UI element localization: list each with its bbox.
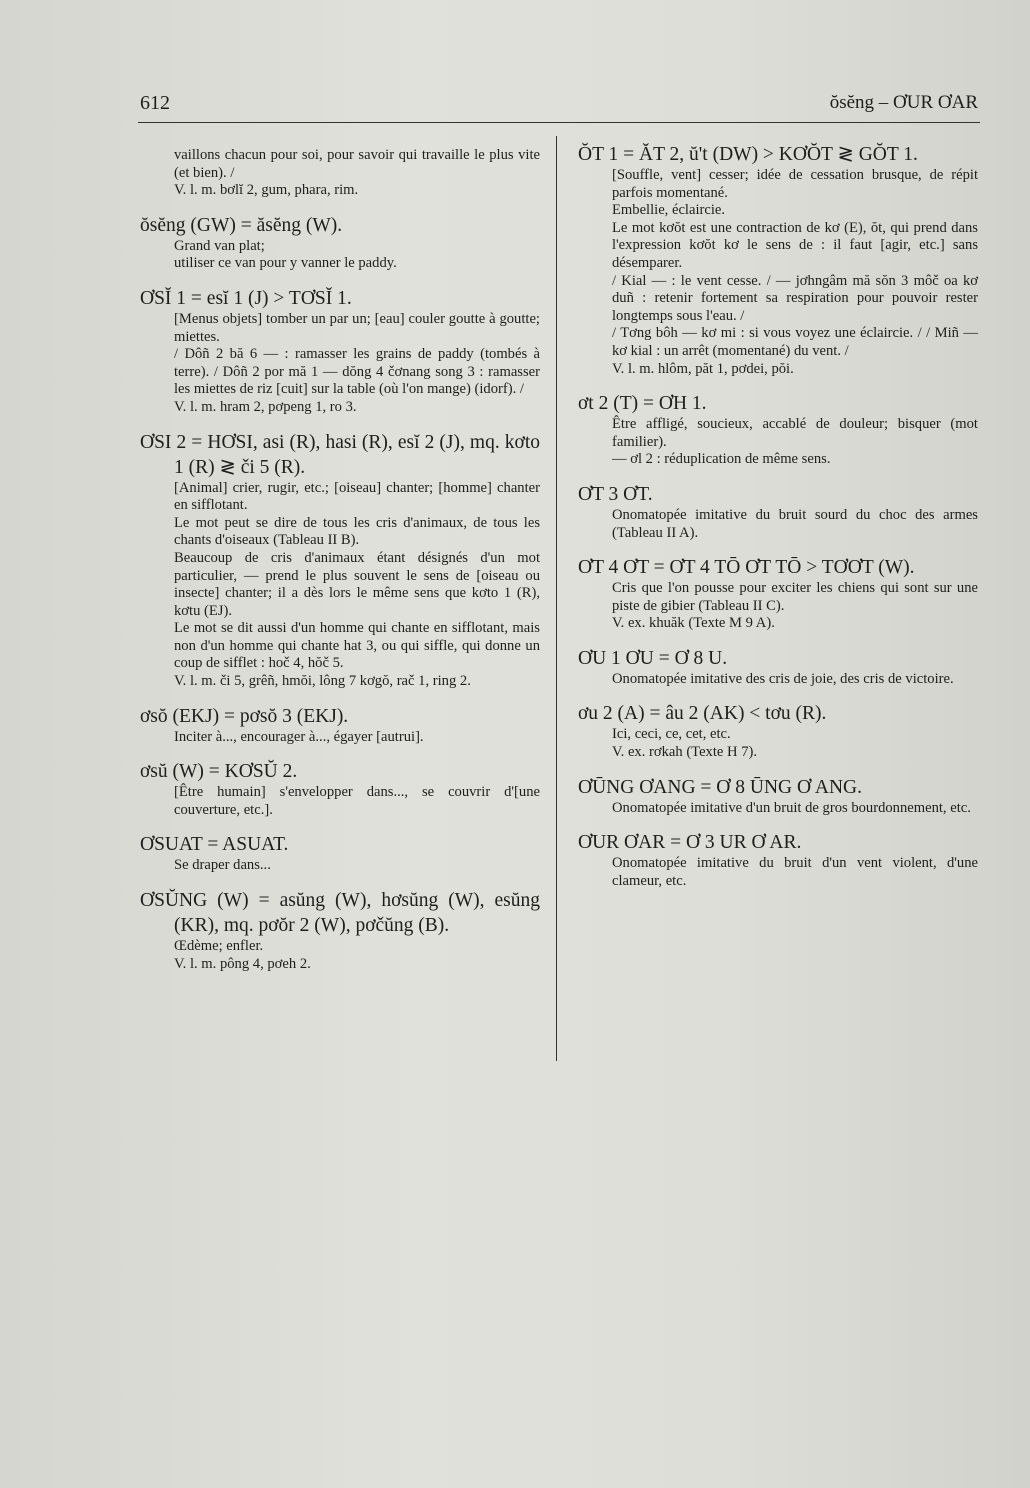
definition-line: Le mot se dit aussi d'un homme qui chante en sifflotant, mais non d'un homme qui chante hat 3, ou qui siffle, qui donne un coup de sifflet : hoč 4, hŏč 5. [174, 620, 540, 672]
definition-line: [Être humain] s'envelopper dans..., se couvrir d'[une couverture, etc.]. [174, 784, 540, 818]
dictionary-entry [578, 482, 978, 542]
definition-line: Embellie, éclaircie. [612, 202, 726, 219]
entry-headword: ƠSŬNG (W) = asŭng (W), hơsŭng (W), esŭng (KR), mq. pơŏr 2 (W), pơčŭng (B). [140, 890, 540, 937]
entry-definition [174, 311, 540, 417]
entry-definition [174, 238, 540, 273]
definition-line: [Animal] crier, rugir, etc.; [oiseau] chanter; [homme] chanter en sifflotant. [174, 479, 540, 514]
dictionary-entry [140, 759, 540, 819]
entry-definition [612, 671, 978, 689]
entry-definition [612, 800, 978, 818]
entry-headword: ŏsĕng (GW) = ăsĕng (W). [140, 214, 343, 236]
definition-line: Onomatopée imitative du bruit d'un vent violent, d'une clameur, etc. [612, 855, 978, 889]
definition-line: Onomatopée imitative des cris de joie, des cris de victoire. [612, 670, 954, 687]
running-head [140, 92, 978, 120]
definition-line: V. l. m. pông 4, pơeh 2. [174, 955, 311, 972]
definition-line: Être affligé, soucieux, accablé de douleur; bisquer (mot familier). [612, 416, 978, 450]
entry-headword: ơu 2 (A) = âu 2 (AK) < tơu (R). [578, 703, 827, 725]
entry-headword: ơt 2 (T) = ƠH 1. [578, 393, 707, 415]
entry-definition [174, 729, 540, 747]
entry-headword: ơsŭ (W) = KƠSŬ 2. [140, 761, 298, 783]
definition-line: / Kial — : le vent cesse. / — jơhngâm mă sŏn 3 môč oa kơ duñ : retenir fortement sa respiration pour pouvoir rester longtemps sous l'eau. / [612, 272, 978, 324]
entry-headword: ƠUR ƠAR = Ơ 3 UR Ơ AR. [578, 832, 802, 854]
definition-line: Onomatopée imitative du bruit sourd du choc des armes (Tableau II A). [612, 506, 978, 541]
dictionary-entry [578, 555, 978, 633]
entry-headword: ƠT 3 ƠT. [578, 483, 653, 505]
entry-headword: ƠŪNG ƠANG = Ơ 8 ŪNG Ơ ANG. [578, 776, 862, 798]
dictionary-entry [140, 430, 540, 691]
entry-definition [174, 784, 540, 819]
entry-headword: ƠSI 2 = HƠSI, asi (R), hasi (R), esĭ 2 (J), mq. kơto 1 (R) ≷ či 5 (R). [140, 431, 540, 478]
entry-definition [612, 855, 978, 890]
definition-line: [Souffle, vent] cesser; idée de cessation brusque, de répit parfois momentané. [612, 167, 978, 201]
entry-headword: ƠSĬ 1 = esĭ 1 (J) > TƠSĬ 1. [140, 287, 352, 309]
entry-headword: ơsŏ (EKJ) = pơsŏ 3 (EKJ). [140, 705, 349, 727]
definition-line: Cris que l'on pousse pour exciter les chiens qui sont sur une piste de gibier (Tableau II C). [612, 580, 978, 614]
guide-words: ŏsĕng – ƠUR ƠAR [829, 92, 978, 113]
definition-line: V. l. m. bơlĭ 2, gum, phara, rim. [174, 182, 359, 199]
definition-line: V. l. m. hram 2, pơpeng 1, ro 3. [174, 398, 357, 415]
entry-headword: ŎT 1 = ĂT 2, ŭ't (DW) > KƠŎT ≷ GŎT 1. [578, 144, 918, 165]
dictionary-entry [140, 832, 540, 875]
entry-definition [174, 938, 540, 973]
definition-line: Inciter à..., encourager à..., égayer [autrui]. [174, 728, 424, 745]
dictionary-entry [140, 147, 540, 200]
dictionary-entry [578, 391, 978, 469]
entry-definition [612, 726, 978, 761]
entry-definition [612, 507, 978, 542]
dictionary-entry [578, 701, 978, 761]
entry-definition [174, 857, 540, 875]
right-column [578, 142, 978, 903]
definition-line: Ici, ceci, ce, cet, etc. [612, 726, 731, 743]
dictionary-entry [578, 142, 978, 378]
entry-definition [612, 416, 978, 469]
entry-definition [612, 580, 978, 633]
definition-line: Le mot kơŏt est une contraction de kơ (E), ŏt, qui prend dans l'expression kơŏt kơ le sens de : il faut [agir, etc.] sans désemparer. [612, 219, 978, 271]
entry-headword: ƠT 4 ƠT = ƠT 4 TŌ ƠT TŌ > TƠƠT (W). [578, 557, 915, 579]
dictionary-entry [140, 704, 540, 747]
page-number: 612 [140, 92, 170, 114]
definition-line: V. l. m. hlôm, păt 1, pơdei, pŏi. [612, 360, 794, 377]
definition-line: [Menus objets] tomber un par un; [eau] couler goutte à goutte; miettes. [174, 310, 540, 345]
entry-headword: ƠSUAT = ASUAT. [140, 834, 289, 856]
definition-line: / Dôñ 2 bă 6 — : ramasser les grains de paddy (tombés à terre). / Dôñ 2 por mă 1 — dŏng 4 čơnang song 3 : ramasser les miettes de riz [cuit] sur la table (où l'on mange) (idorf). / [174, 346, 540, 398]
dictionary-entry [578, 646, 978, 689]
definition-line: / Tơng bôh — kơ mi : si vous voyez une éclaircie. / / Miñ — kơ kial : un arrêt (momentané) du vent. / [612, 325, 978, 359]
entry-definition [174, 147, 540, 200]
dictionary-entry [140, 888, 540, 973]
definition-line: Onomatopée imitative d'un bruit de gros bourdonnement, etc. [612, 799, 971, 816]
definition-line: Beaucoup de cris d'animaux étant désignés d'un mot particulier, — prend le plus souvent le sens de [oiseau ou insecte] chanter; il a dès lors le même sens que kơto 1 (R), kơtu (EJ). [174, 549, 540, 619]
definition-line: V. ex. rơkah (Texte H 7). [612, 744, 758, 761]
definition-line: Se draper dans... [174, 857, 271, 874]
entry-definition [174, 480, 540, 691]
dictionary-entry [140, 286, 540, 417]
dictionary-entry [578, 830, 978, 890]
left-column [140, 142, 540, 986]
definition-line: — ơl 2 : réduplication de même sens. [612, 451, 831, 468]
entry-headword: ƠU 1 ƠU = Ơ 8 U. [578, 647, 728, 669]
definition-line: V. ex. khuăk (Texte M 9 A). [612, 615, 775, 632]
dictionary-entry [140, 213, 540, 273]
definition-line: vaillons chacun pour soi, pour savoir qui travaille le plus vite (et bien). / [174, 147, 540, 181]
definition-line: V. l. m. či 5, grêñ, hmŏi, lông 7 kơgŏ, rač 1, ring 2. [174, 673, 471, 690]
definition-line: Le mot peut se dire de tous les cris d'animaux, de tous les chants d'oiseaux (Tableau II B). [174, 514, 540, 549]
header-rule [138, 122, 980, 123]
definition-line: Œdème; enfler. [174, 938, 264, 955]
definition-line: Grand van plat; [174, 237, 265, 254]
column-divider [556, 136, 557, 1061]
entry-definition [612, 167, 978, 378]
dictionary-entry [578, 775, 978, 818]
definition-line: utiliser ce van pour y vanner le paddy. [174, 255, 397, 272]
